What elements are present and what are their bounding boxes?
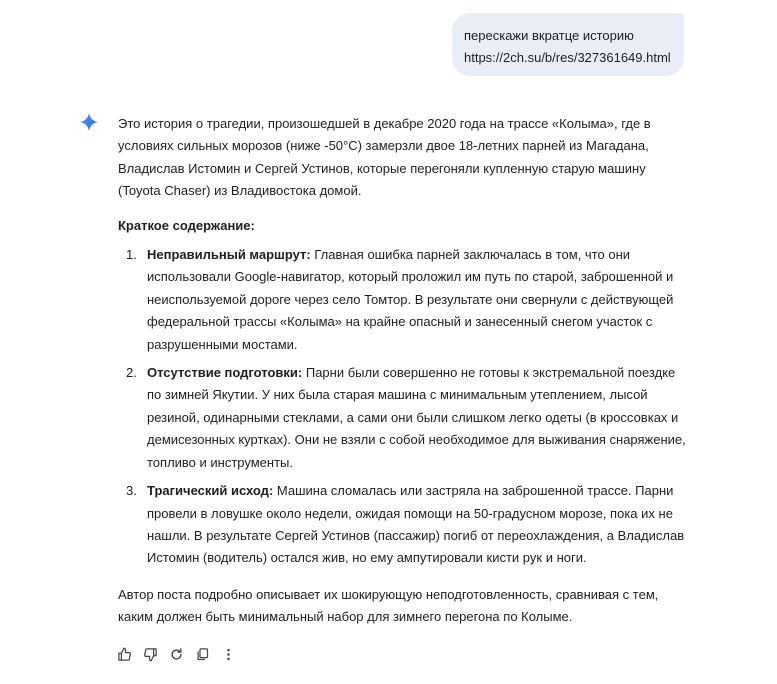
regenerate-icon [169,647,184,662]
response-outro: Автор поста подробно описывает их шокирующую неподготовленность, сравнивая с тем, каким должен быть минимальный набор для зимнего перегона по Колыме. [118,586,659,625]
list-item-number: 2. [126,365,137,381]
list-item-number: 1. [126,247,137,263]
regenerate-button[interactable] [168,646,185,663]
list-item-title: Трагический исход: [147,483,274,499]
response-intro: Это история о трагедии, произошедшей в декабре 2020 года на трассе «Колыма», где в условиях сильных морозов (ниже -50°C) замерзли двое 18-летних парней из Магадана, Владислав Истомин и Сергей Устинов, которые перегоняли купленную старую машину (Toyota Chaser) из Владивостока домой. [118,116,651,199]
more-options-button[interactable] [220,646,237,663]
thumbs-up-button[interactable] [116,646,133,663]
list-item-text: Машина сломалась или застряла на заброшенной трассе. Парни провели в ловушке около недели, ожидая помощи на 50-градусном морозе, пока их не нашли. В результате Сергей Устинов (пассажир) погиб от переохлаждения, а Владислав Истомин (водитель) остался жив, но ему ампутировали кисти рук и ноги. [147,483,685,566]
thumbs-down-button[interactable] [142,646,159,663]
list-item-text: Главная ошибка парней заключалась в том, что они использовали Google-навигатор, который проложил им путь по старой, заброшенной и неиспользуемой дороге через село Томтор. В результате они свернули с действующей федеральной трассы «Колыма» на крайне опасный и занесенный снегом участок с разрушенными мостами. [147,247,674,352]
sparkle-icon [79,112,99,132]
user-message-line: перескажи вкратце историю [464,28,634,43]
thumbs-up-icon [117,647,132,662]
list-item-number: 3. [126,483,137,499]
more-options-icon [221,647,236,662]
response-actions [116,644,237,664]
thumbs-down-icon [143,647,158,662]
summary-heading: Краткое содержание: [118,217,255,233]
summary-list [118,244,688,570]
list-item [118,244,688,356]
assistant-response [118,113,688,629]
copy-button[interactable] [194,646,211,663]
list-item-title: Отсутствие подготовки: [147,365,303,381]
copy-icon [195,647,210,662]
list-item [118,362,688,474]
list-item-text: Парни были совершенно не готовы к экстремальной поездке по зимней Якутии. У них была старая машина с минимальным утеплением, лысой резиной, одинарными стеклами, а сами они были слишком легко одеты (в кроссовках и демисезонных куртках). Они не взяли с собой необходимое для выживания снаряжение, топливо и инструменты. [147,365,686,470]
list-item-title: Неправильный маршрут: [147,247,311,263]
user-message-bubble [452,13,684,76]
user-message-link: https://2ch.su/b/res/327361649.html [464,50,671,65]
list-item [118,480,688,570]
